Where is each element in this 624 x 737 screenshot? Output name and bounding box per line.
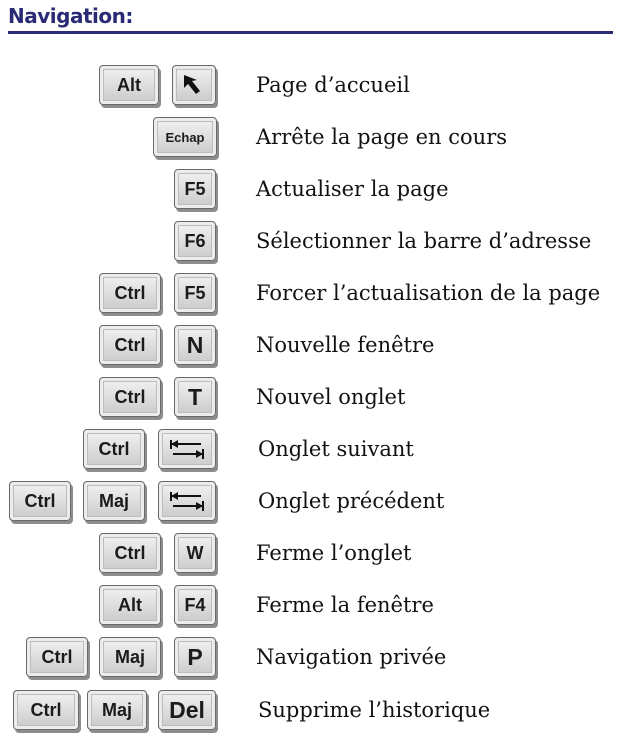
key-f4: F4: [174, 585, 216, 625]
shortcut-row: [0, 533, 624, 579]
shortcut-description: Forcer l’actualisation de la page: [256, 281, 601, 305]
shortcut-row: [0, 637, 624, 683]
key-ctrl: Ctrl: [99, 325, 161, 365]
shortcut-row: [0, 221, 624, 267]
shortcut-description: Onglet précédent: [258, 489, 445, 513]
key-ctrl: Ctrl: [83, 429, 145, 469]
key-t: T: [174, 377, 216, 417]
shortcut-description: Arrête la page en cours: [256, 125, 508, 149]
shortcut-description: Sélectionner la barre d’adresse: [256, 229, 592, 253]
key-alt: Alt: [99, 585, 161, 625]
shortcut-row: [0, 481, 624, 527]
shortcut-row: [0, 690, 624, 736]
tab-icon: [158, 429, 216, 469]
key-f5: F5: [174, 273, 216, 313]
key-n: N: [174, 325, 216, 365]
key-del: Del: [158, 690, 216, 730]
key-ctrl: Ctrl: [99, 273, 161, 313]
shortcut-description: Nouvel onglet: [256, 385, 406, 409]
shortcut-description: Ferme l’onglet: [256, 541, 412, 565]
shortcut-row: [0, 169, 624, 215]
shortcut-row: [0, 377, 624, 423]
shortcut-description: Supprime l’historique: [258, 698, 491, 722]
key-ctrl: Ctrl: [13, 690, 79, 730]
key-f5: F5: [174, 169, 216, 209]
shortcut-description: Page d’accueil: [256, 73, 410, 97]
shortcut-description: Navigation privée: [256, 645, 447, 669]
shortcut-description: Ferme la fenêtre: [256, 593, 434, 617]
key-maj: Maj: [83, 481, 145, 521]
key-ctrl: Ctrl: [9, 481, 71, 521]
key-f6: F6: [174, 221, 216, 261]
shortcut-row: [0, 429, 624, 475]
shortcut-row: [0, 273, 624, 319]
arrow-icon: [172, 65, 216, 105]
shortcut-row: [0, 117, 624, 163]
key-echap: Echap: [153, 117, 217, 157]
shortcut-description: Actualiser la page: [256, 177, 449, 201]
shortcut-description: Nouvelle fenêtre: [256, 333, 435, 357]
shortcut-row: [0, 585, 624, 631]
page-title: Navigation:: [8, 4, 133, 28]
key-ctrl: Ctrl: [26, 637, 88, 677]
key-maj: Maj: [87, 690, 147, 730]
key-maj: Maj: [99, 637, 161, 677]
key-alt: Alt: [99, 65, 159, 105]
key-w: W: [174, 533, 216, 573]
shortcut-description: Onglet suivant: [258, 437, 414, 461]
tab-icon: [158, 481, 216, 521]
key-p: P: [174, 637, 216, 677]
shortcut-row: [0, 325, 624, 371]
key-ctrl: Ctrl: [99, 377, 161, 417]
key-ctrl: Ctrl: [99, 533, 161, 573]
title-divider: [8, 31, 613, 34]
shortcut-row: [0, 65, 624, 111]
